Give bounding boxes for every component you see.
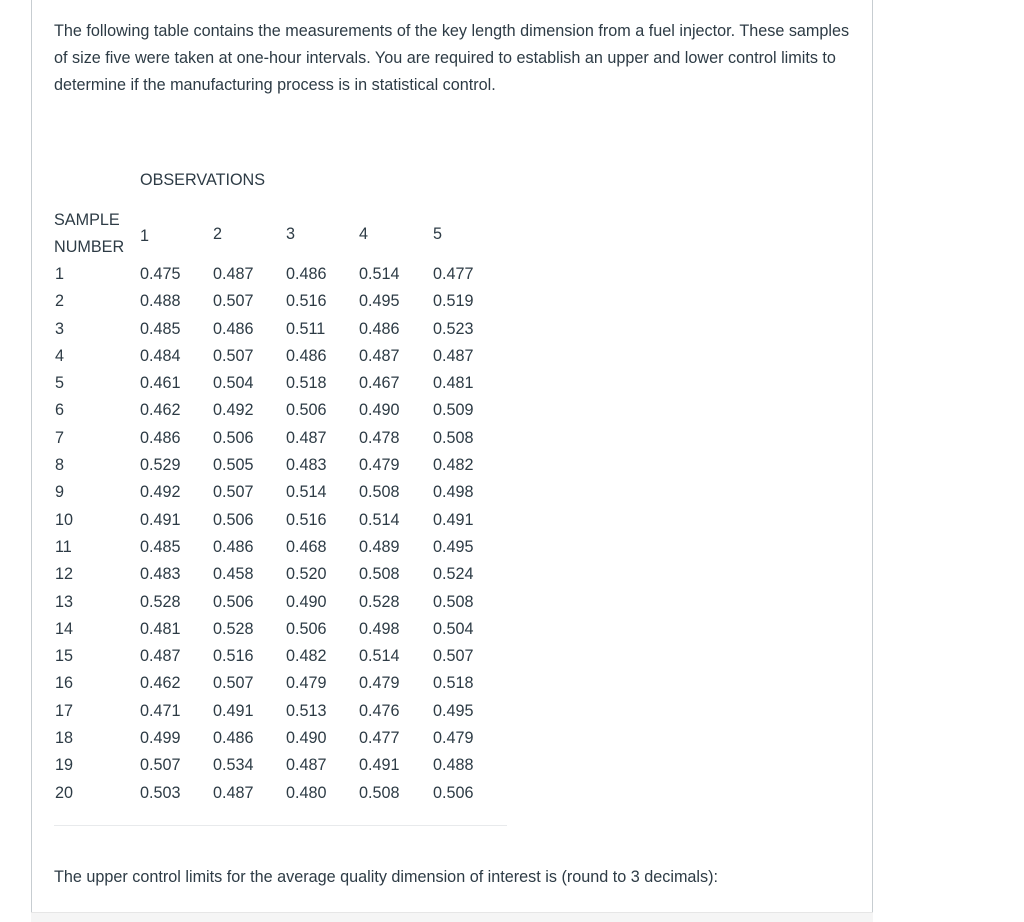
observation-cell: 0.485 [140, 537, 181, 556]
sample-number-cell: 14 [55, 619, 74, 638]
observation-cell: 0.509 [433, 401, 474, 420]
observation-cell: 0.534 [213, 756, 254, 775]
column-header-4: 4 [359, 225, 369, 243]
observation-cell: 0.505 [213, 456, 254, 475]
table-row [0, 561, 600, 588]
sample-header-line2: NUMBER [54, 238, 125, 256]
sample-number-cell: 16 [55, 674, 74, 693]
sample-number-header [54, 207, 124, 261]
observation-cell: 0.511 [286, 319, 326, 338]
observation-cell: 0.479 [433, 729, 474, 748]
observation-cell: 0.498 [433, 483, 474, 502]
observation-cell: 0.498 [359, 619, 400, 638]
sample-number-cell: 1 [55, 265, 65, 283]
observation-cell: 0.508 [433, 428, 474, 447]
observation-cell: 0.478 [359, 428, 400, 447]
observation-cell: 0.492 [140, 483, 181, 502]
observation-cell: 0.481 [433, 374, 474, 393]
observation-cell: 0.488 [140, 292, 181, 311]
question-prompt: The upper control limits for the average quality dimension of interest is (round to 3 decimals): [54, 868, 719, 886]
observation-cell: 0.489 [359, 537, 400, 556]
observation-cell: 0.507 [213, 346, 254, 365]
observation-cell: 0.504 [213, 374, 254, 393]
section-divider [54, 825, 507, 826]
table-row [0, 316, 600, 343]
observation-cell: 0.495 [433, 537, 474, 556]
observation-cell: 0.516 [213, 647, 254, 666]
observation-cell: 0.514 [286, 483, 327, 502]
observation-cell: 0.488 [433, 756, 474, 775]
observation-cell: 0.462 [140, 674, 181, 693]
observation-cell: 0.487 [213, 265, 254, 283]
observation-cell: 0.491 [213, 701, 254, 720]
observation-cell: 0.518 [433, 674, 474, 693]
sample-number-cell: 5 [55, 374, 65, 393]
table-row [0, 534, 600, 561]
observation-cell: 0.506 [286, 619, 327, 638]
observation-cell: 0.475 [140, 265, 181, 283]
observation-cell: 0.508 [359, 483, 400, 502]
observation-cell: 0.528 [140, 592, 181, 611]
observation-cell: 0.485 [140, 319, 181, 338]
observations-heading: OBSERVATIONS [140, 171, 266, 189]
sample-number-cell: 2 [55, 292, 65, 311]
observation-cell: 0.482 [433, 456, 474, 475]
table-row [0, 698, 600, 725]
observation-cell: 0.507 [433, 647, 474, 666]
table-row [0, 725, 600, 752]
observation-cell: 0.491 [359, 756, 400, 775]
observation-cell: 0.514 [359, 265, 400, 283]
observation-cell: 0.516 [286, 292, 327, 311]
sample-number-cell: 7 [55, 428, 65, 447]
observation-cell: 0.486 [213, 729, 254, 748]
observation-cell: 0.487 [286, 428, 327, 447]
column-header-2: 2 [213, 225, 223, 243]
observation-cell: 0.506 [213, 428, 254, 447]
table-row [0, 670, 600, 697]
observation-cell: 0.487 [140, 647, 181, 666]
table-row [0, 452, 600, 479]
observation-cell: 0.479 [286, 674, 327, 693]
observation-cell: 0.506 [286, 401, 327, 420]
observation-cell: 0.486 [140, 428, 181, 447]
sample-number-cell: 18 [55, 729, 74, 748]
observation-cell: 0.508 [359, 565, 400, 584]
table-row [0, 507, 600, 534]
observation-cell: 0.487 [433, 346, 474, 365]
observation-cell: 0.486 [213, 319, 254, 338]
observation-cell: 0.486 [213, 537, 254, 556]
sample-header-line1: SAMPLE [54, 211, 120, 229]
observation-cell: 0.477 [359, 729, 400, 748]
observation-cell: 0.507 [213, 674, 254, 693]
observation-cell: 0.487 [359, 346, 400, 365]
observation-cell: 0.529 [140, 456, 181, 475]
observation-cell: 0.499 [140, 729, 181, 748]
observation-cell: 0.479 [359, 456, 400, 475]
observation-cell: 0.528 [213, 619, 254, 638]
sample-number-cell: 15 [55, 647, 74, 666]
sample-number-cell: 13 [55, 592, 74, 611]
sample-number-cell: 6 [55, 401, 65, 420]
observation-cell: 0.495 [433, 701, 474, 720]
column-header-5: 5 [433, 225, 443, 243]
observation-cell: 0.487 [286, 756, 327, 775]
observation-cell: 0.495 [359, 292, 400, 311]
observation-cell: 0.492 [213, 401, 254, 420]
table-row [0, 397, 600, 424]
table-row [0, 261, 600, 288]
observation-cell: 0.516 [286, 510, 327, 529]
observation-cell: 0.467 [359, 374, 400, 393]
sample-number-cell: 10 [55, 510, 74, 529]
table-row [0, 616, 600, 643]
observation-cell: 0.504 [433, 619, 474, 638]
observation-cell: 0.524 [433, 565, 474, 584]
observation-cell: 0.508 [433, 592, 474, 611]
question-intro: The following table contains the measurements of the key length dimension from a fuel injector. These samples of size five were taken at one-hour intervals. You are required to establish an upper and lower control limits to determine if the manufacturing process is in statistical control. [54, 22, 850, 94]
observation-cell: 0.490 [286, 592, 327, 611]
observation-cell: 0.523 [433, 319, 474, 338]
table-row [0, 643, 600, 670]
sample-number-cell: 4 [55, 346, 65, 365]
observation-cell: 0.514 [359, 647, 400, 666]
observation-cell: 0.528 [359, 592, 400, 611]
observation-cell: 0.506 [213, 592, 254, 611]
sample-number-cell: 20 [55, 783, 74, 802]
table-row [0, 343, 600, 370]
observation-cell: 0.507 [140, 756, 181, 775]
observation-cell: 0.471 [140, 701, 181, 720]
observation-cell: 0.507 [213, 292, 254, 311]
observation-cell: 0.486 [359, 319, 400, 338]
column-header-3: 3 [286, 225, 296, 243]
observations-table-body [0, 261, 600, 807]
observation-cell: 0.483 [286, 456, 327, 475]
observation-cell: 0.486 [286, 265, 327, 283]
table-row [0, 589, 600, 616]
observation-cell: 0.480 [286, 783, 327, 802]
table-row [0, 479, 600, 506]
table-row [0, 752, 600, 779]
observation-cell: 0.491 [140, 510, 181, 529]
observation-cell: 0.520 [286, 565, 327, 584]
observation-cell: 0.483 [140, 565, 181, 584]
observation-cell: 0.490 [286, 729, 327, 748]
table-row [0, 370, 600, 397]
observation-cell: 0.482 [286, 647, 327, 666]
table-row [0, 780, 600, 807]
observation-cell: 0.484 [140, 346, 181, 365]
observation-cell: 0.479 [359, 674, 400, 693]
observation-cell: 0.461 [140, 374, 181, 393]
sample-number-cell: 11 [55, 537, 72, 556]
observation-cell: 0.462 [140, 401, 181, 420]
sample-number-cell: 8 [55, 456, 65, 475]
observation-cell: 0.513 [286, 701, 327, 720]
sample-number-cell: 17 [55, 701, 74, 720]
observation-cell: 0.506 [433, 783, 474, 802]
observation-cell: 0.458 [213, 565, 254, 584]
observation-cell: 0.481 [140, 619, 181, 638]
observation-cell: 0.508 [359, 783, 400, 802]
observation-cell: 0.490 [359, 401, 400, 420]
observation-cell: 0.519 [433, 292, 474, 311]
observation-cell: 0.518 [286, 374, 327, 393]
sample-number-cell: 9 [55, 483, 65, 502]
observation-cell: 0.507 [213, 483, 254, 502]
observation-cell: 0.476 [359, 701, 400, 720]
observation-cell: 0.506 [213, 510, 254, 529]
sample-number-cell: 19 [55, 756, 74, 775]
table-row [0, 425, 600, 452]
observation-cell: 0.491 [433, 510, 474, 529]
column-header-1: 1 [140, 227, 150, 245]
sample-number-cell: 12 [55, 565, 74, 584]
sample-number-cell: 3 [55, 319, 65, 338]
observation-cell: 0.514 [359, 510, 400, 529]
table-row [0, 288, 600, 315]
observation-cell: 0.486 [286, 346, 327, 365]
observation-cell: 0.477 [433, 265, 474, 283]
observation-cell: 0.468 [286, 537, 327, 556]
observation-cell: 0.503 [140, 783, 181, 802]
observation-cell: 0.487 [213, 783, 254, 802]
